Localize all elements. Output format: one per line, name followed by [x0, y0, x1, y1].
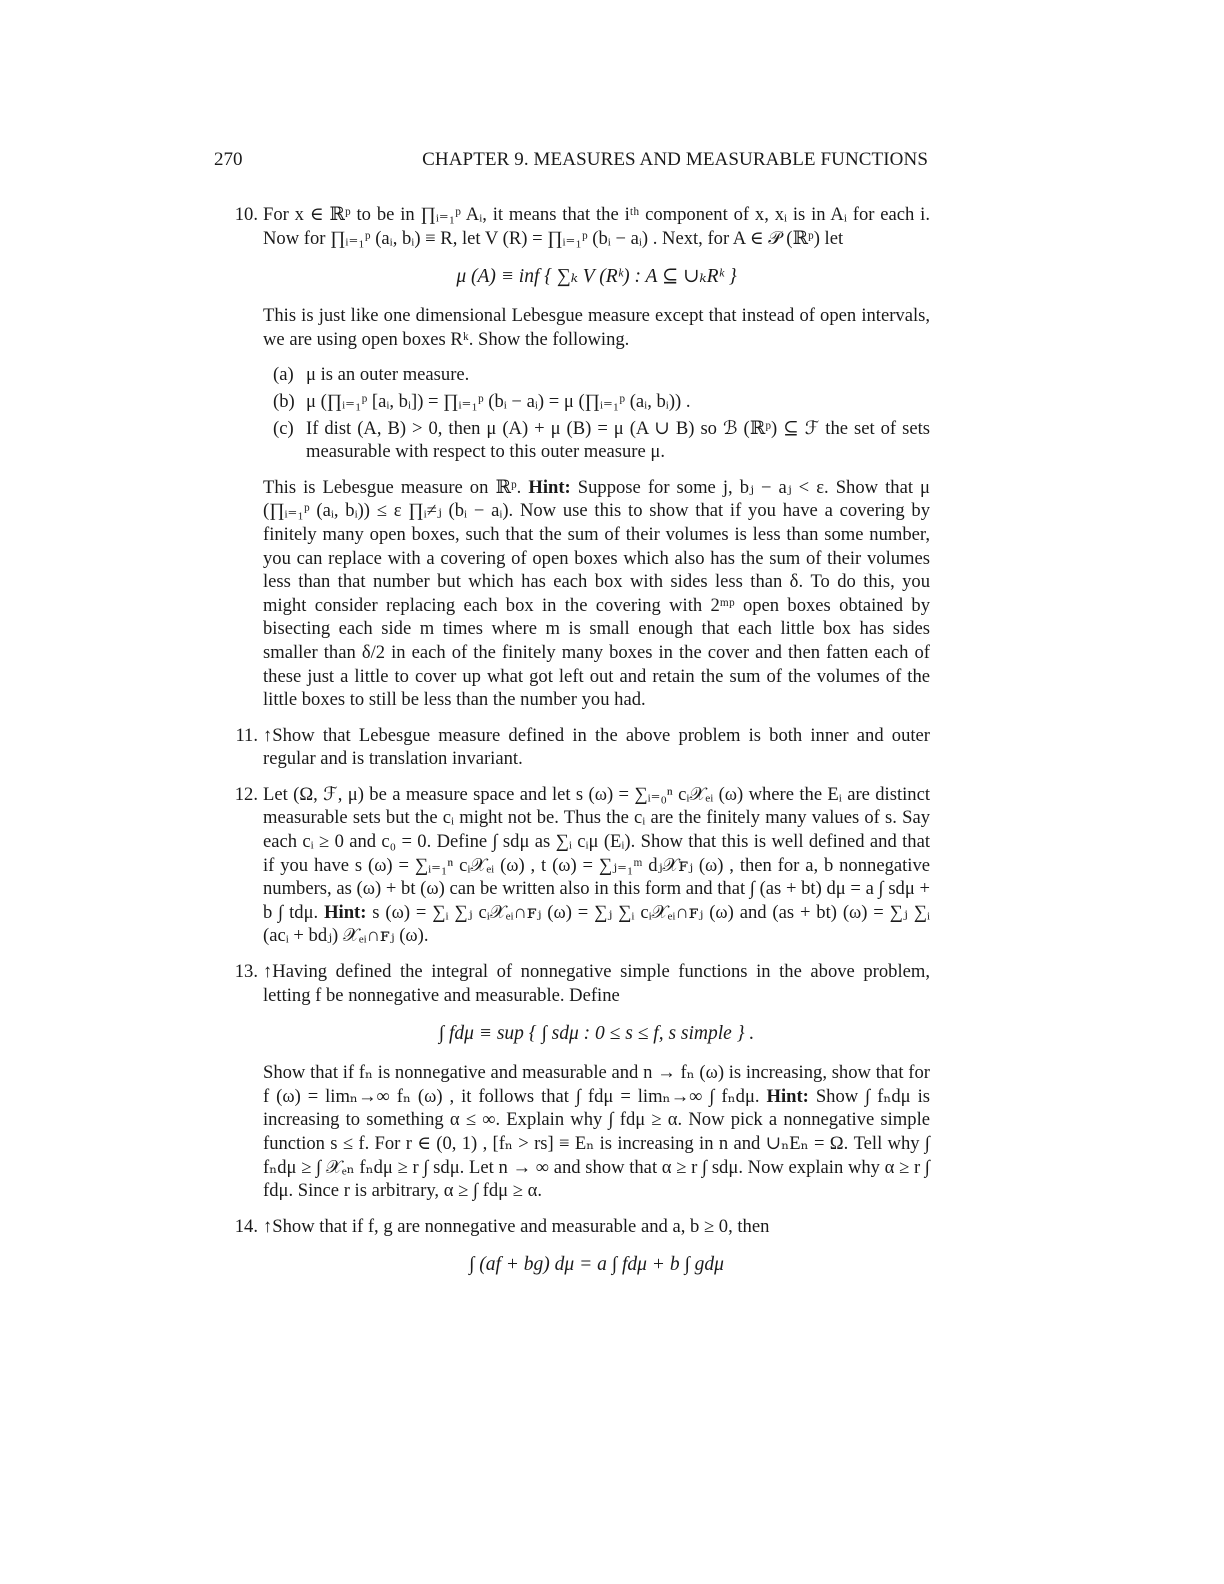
item-text: If dist (A, B) > 0, then μ (A) + μ (B) = μ (A ∪ B) so ℬ (ℝᵖ) ⊆ ℱ the set of sets measurable with respect to this outer measure μ.: [306, 417, 930, 463]
problem-10-after: This is just like one dimensional Lebesgue measure except that instead of open intervals, we are using open boxes Rᵏ. Show the following.: [263, 305, 930, 350]
problem-13-body: Show that if fₙ is nonnegative and measurable and n → fₙ (ω) is increasing, show that for f (ω) = limₙ→∞ fₙ (ω) , it follows that ∫ fdμ = limₙ→∞ ∫ fₙdμ.: [263, 1062, 930, 1107]
problem-13-after: [263, 1061, 930, 1203]
closing-text: Suppose for some j, bⱼ − aⱼ < ε. Show that μ (∏ᵢ₌₁ᵖ (aᵢ, bᵢ)) ≤ ε ∏ᵢ≠ⱼ (bᵢ − aᵢ). Now use this to show that if you have a covering by finitely many open boxes, such that the sum of their volumes is less than some number, you can replace with a covering of open boxes which also has the sum of their volumes less than that number but which has each box with sides less than δ. To do this, you might consider replacing each box in the covering with 2ᵐᵖ open boxes obtained by bisecting each side m times where m is small enough that each little box has sides smaller than δ/2 in each of the finitely many boxes in the cover and then fatten each of these just a little to cover up what got left out and retain the sum of the volumes of the little boxes to still be less than the number you had.: [263, 476, 930, 711]
outer-measure-equation: μ (A) ≡ inf { ∑ₖ V (Rᵏ) : A ⊆ ∪ₖRᵏ }: [456, 266, 737, 288]
problem-10: [224, 203, 930, 712]
problem-number: 14.: [234, 1215, 258, 1237]
problem-number: 10.: [234, 204, 258, 225]
list-item: [273, 417, 930, 464]
item-label: (a): [273, 364, 294, 386]
item-label: (b): [273, 390, 295, 412]
problem-13: [224, 960, 930, 1203]
problem-13-hint: Show ∫ fₙdμ is increasing to something α ≤ ∞. Explain why ∫ fdμ ≥ α. Now pick a nonnegative simple function s ≤ f. For r ∈ (0, 1) , [fₙ > rs] ≡ Eₙ is increasing in n and ∪ₙEₙ = Ω. Tell why ∫ fₙdμ ≥ ∫ 𝒳ₑₙ fₙdμ ≥ r ∫ sdμ. Let n → ∞ and show that α ≥ r ∫ sdμ. Now explain why α ≥ r ∫ fdμ. Since r is arbitrary, α ≥ ∫ fdμ ≥ α.: [263, 1085, 930, 1202]
problem-12: [224, 783, 930, 948]
integral-definition-equation: ∫ fdμ ≡ sup { ∫ sdμ : 0 ≤ s ≤ f, s simple } .: [438, 1023, 755, 1045]
problem-14: [224, 1215, 930, 1281]
problem-11-text: ↑Show that Lebesgue measure defined in the above problem is both inner and outer regular and is translation invariant.: [263, 724, 930, 770]
problem-10-closing: [263, 476, 930, 712]
item-label: (c): [273, 417, 294, 439]
hint-label: Hint:: [528, 476, 571, 498]
item-text: μ is an outer measure.: [306, 364, 470, 386]
problem-number: 13.: [234, 961, 258, 983]
problem-number: 12.: [234, 783, 258, 805]
problem-12-text: [263, 783, 930, 948]
problem-13-intro: ↑Having defined the integral of nonnegative simple functions in the above problem, letting f be nonnegative and measurable. Define: [263, 961, 930, 1006]
list-item: [273, 390, 930, 414]
body-text: [224, 203, 930, 1292]
page-number: 270: [214, 149, 243, 170]
list-item: [273, 363, 930, 387]
problem-12-hint: s (ω) = ∑ᵢ ∑ⱼ cᵢ𝒳ₑᵢ∩ꜰⱼ (ω) = ∑ⱼ ∑ᵢ cᵢ𝒳ₑᵢ∩ꜰⱼ (ω) and (as + bt) (ω) = ∑ⱼ ∑ᵢ (acᵢ + bdⱼ) 𝒳ₑᵢ∩ꜰⱼ (ω).: [263, 901, 930, 947]
problem-14-intro: ↑Show that if f, g are nonnegative and measurable and a, b ≥ 0, then: [263, 1215, 770, 1237]
hint-label: Hint:: [324, 901, 367, 923]
problem-number: 11.: [235, 724, 258, 746]
chapter-title: CHAPTER 9. MEASURES AND MEASURABLE FUNCTIONS: [422, 149, 928, 170]
hint-label: Hint:: [766, 1085, 809, 1107]
linearity-equation: ∫ (af + bg) dμ = a ∫ fdμ + b ∫ gdμ: [469, 1254, 724, 1276]
problem-12-body: Let (Ω, ℱ, μ) be a measure space and let s (ω) = ∑ᵢ₌₀ⁿ cᵢ𝒳ₑᵢ (ω) where the Eᵢ are distinct measurable sets but the cᵢ might not be. Thus the cᵢ are the finitely many values of s. Say each cᵢ ≥ 0 and c₀ = 0. Define ∫ sdμ as ∑ᵢ cᵢμ (Eᵢ). Show that this is well defined and that if you have s (ω) = ∑ᵢ₌₁ⁿ cᵢ𝒳ₑᵢ (ω) , t (ω) = ∑ⱼ₌₁ᵐ dⱼ𝒳ꜰⱼ (ω) , then for a, b nonnegative numbers, as (ω) + bt (ω) can be written also in this form and that ∫ (as + bt) dμ = a ∫ sdμ + b ∫ tdμ.: [263, 783, 930, 923]
problem-11: [224, 724, 930, 771]
problem-10-items: [273, 363, 930, 463]
problem-10-intro: For x ∈ ℝᵖ to be in ∏ᵢ₌₁ᵖ Aᵢ, it means that the iᵗʰ component of x, xᵢ is in Aᵢ for each i. Now for ∏ᵢ₌₁ᵖ (aᵢ, bᵢ) ≡ R, let V (R) = ∏ᵢ₌₁ᵖ (bᵢ − aᵢ) . Next, for A ∈ 𝒫 (ℝᵖ) let: [263, 204, 930, 249]
item-text: μ (∏ᵢ₌₁ᵖ [aᵢ, bᵢ]) = ∏ᵢ₌₁ᵖ (bᵢ − aᵢ) = μ (∏ᵢ₌₁ᵖ (aᵢ, bᵢ)) .: [306, 390, 691, 412]
closing-lead: This is Lebesgue measure on ℝᵖ.: [263, 476, 529, 498]
